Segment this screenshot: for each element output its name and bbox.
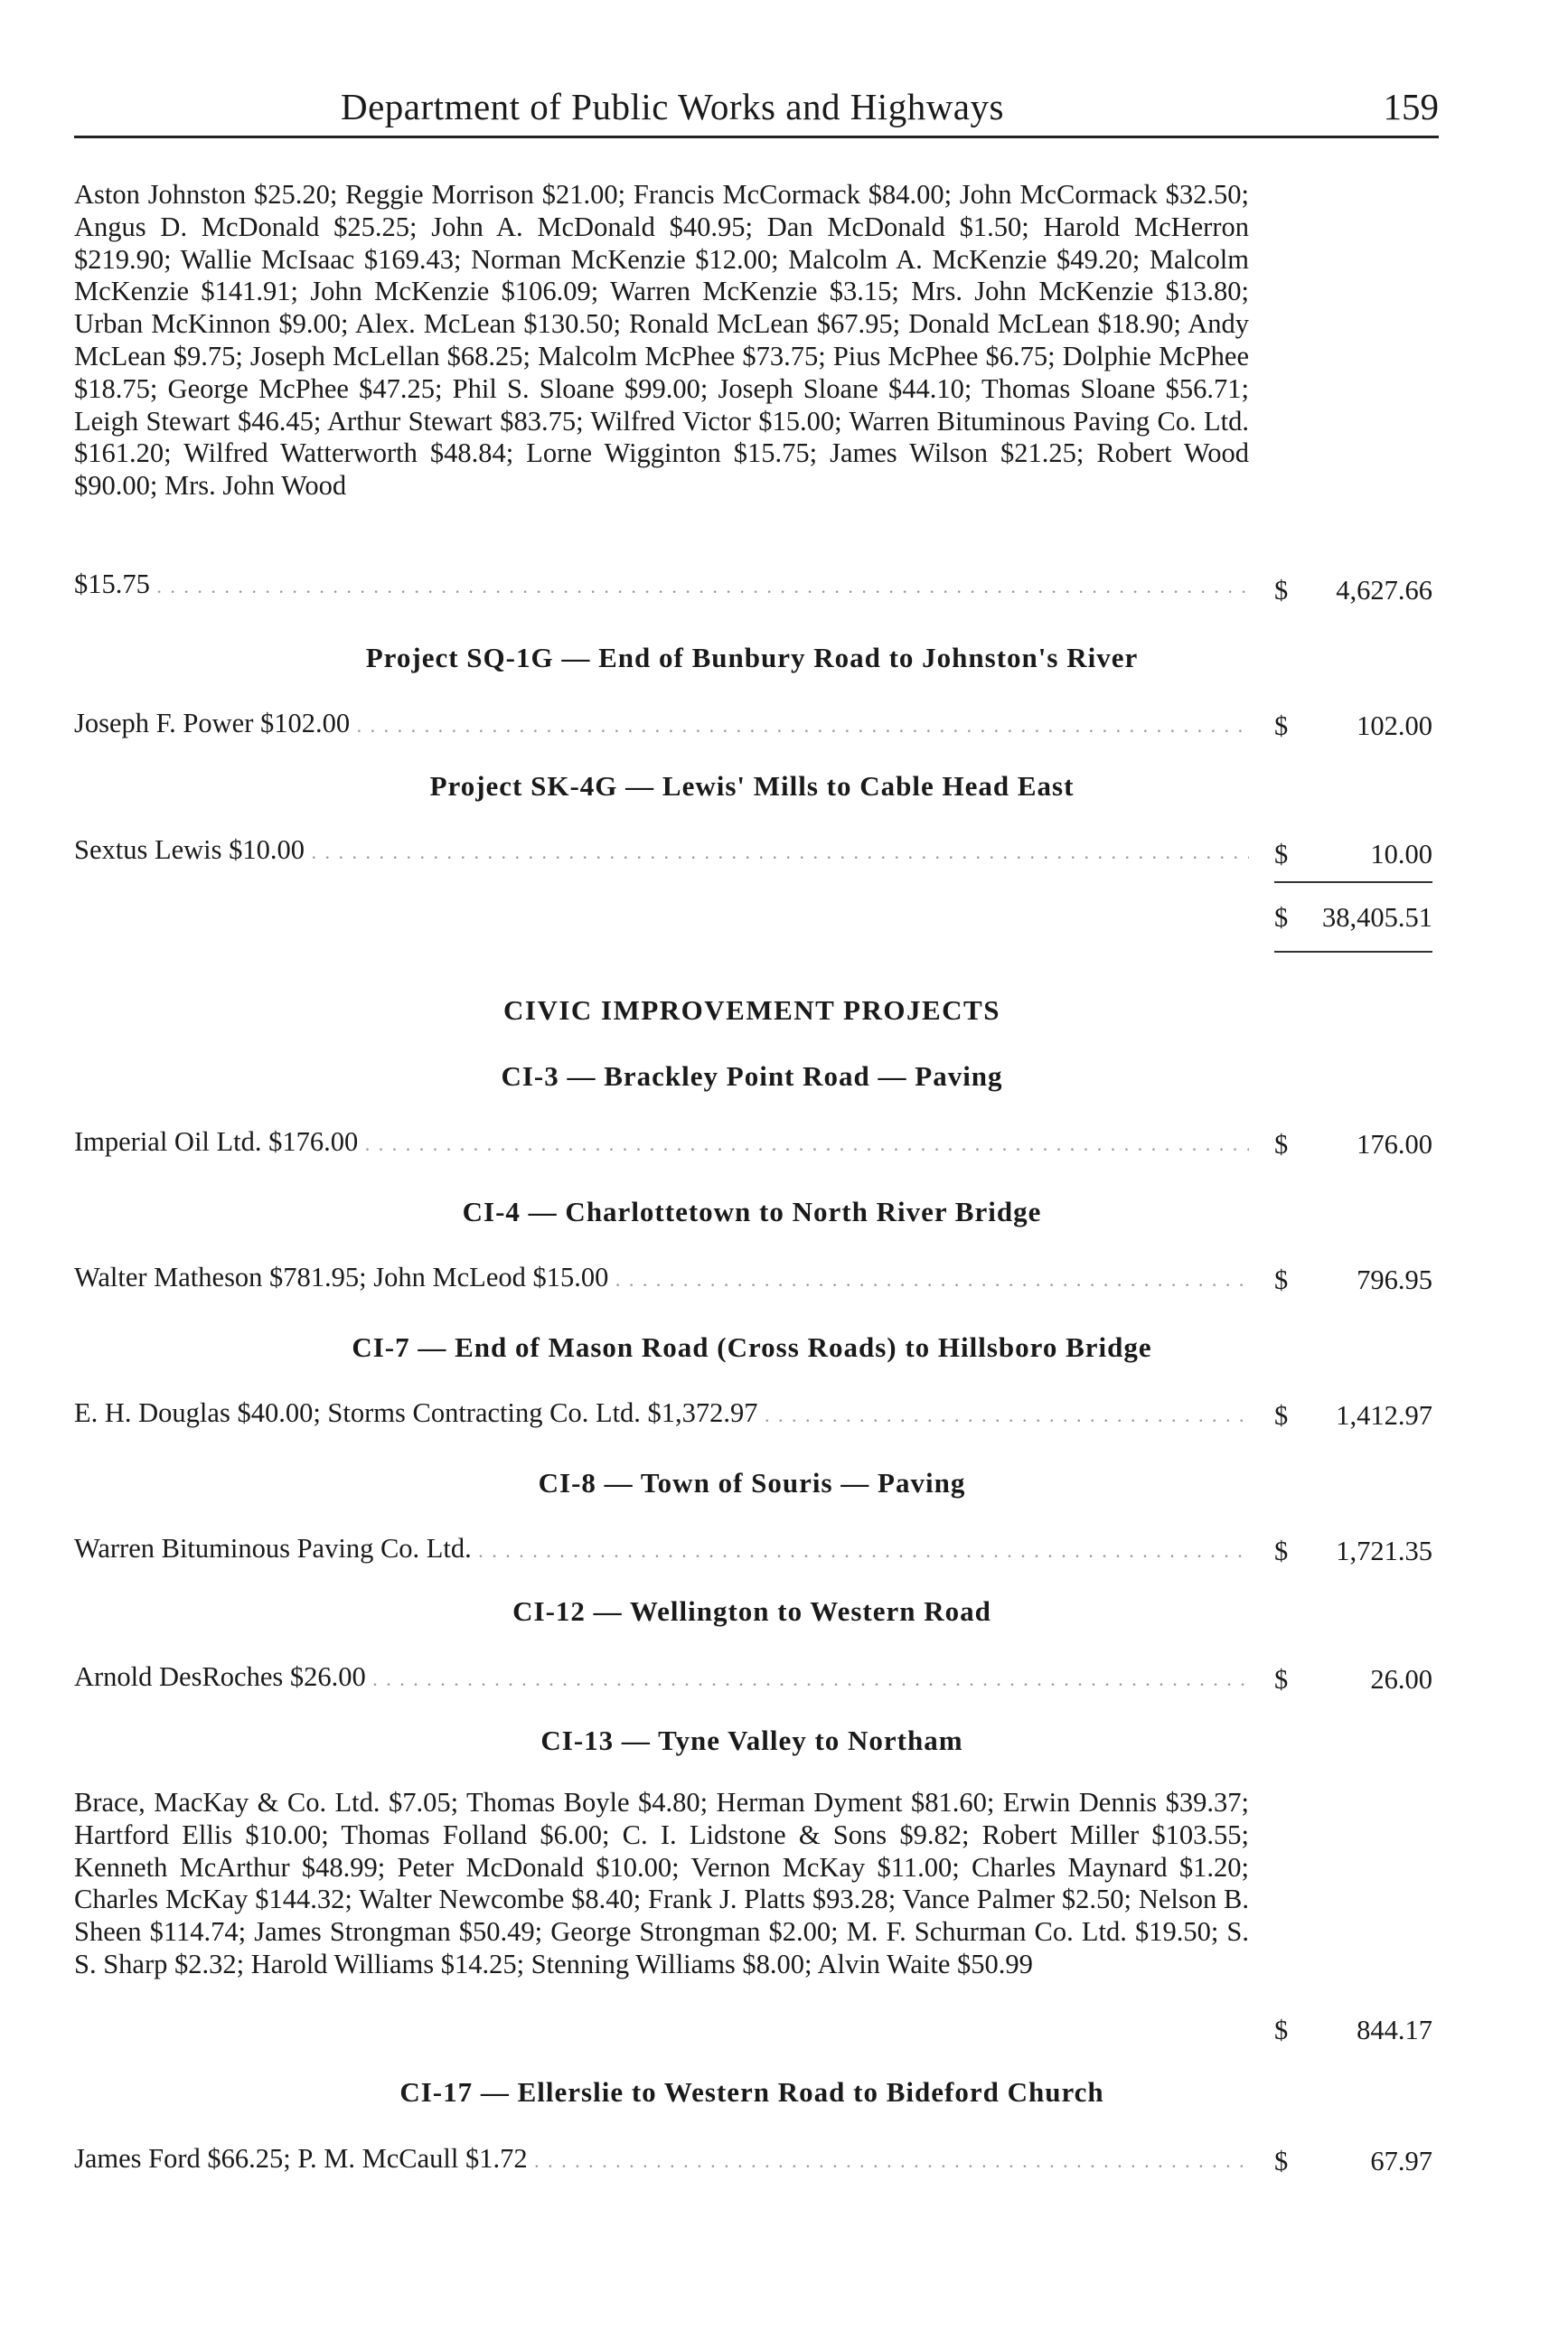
amount-value: 38,405.51 — [1322, 902, 1432, 933]
amount-value: 844.17 — [1357, 2015, 1432, 2045]
amount-value: 796.95 — [1357, 1264, 1432, 1295]
dollar-sign: $ — [1274, 1536, 1289, 1566]
dollar-sign: $ — [1274, 2146, 1289, 2176]
project-entry: Arnold DesRoches $26.00 . . . — [74, 1660, 1249, 1696]
page-header — [74, 80, 1439, 138]
continuation-paragraph: Aston Johnston $25.20; Reggie Morrison $21.00; Francis McCormack $84.00; John McCormack $32.50; Angus D. McDonald $25.25; John A. McDonald $40.95; Dan McDonald $1.50; Harold McHerron $219.90; Wallie McIsaac $169.43; Norman McKenzie $12.00; Malcolm A. McKenzie $49.20; Malcolm McKenzie $141.91; John McKenzie $106.09; Warren McKenzie $3.15; Mrs. John McKenzie $13.80; Urban McKinnon $9.00; Alex. McLean $130.50; Ronald McLean $67.95; Donald McLean $18.90; Andy McLean $9.75; Joseph McLellan $68.25; Malcolm McPhee $73.75; Pius McPhee $6.75; Dolphie McPhee $18.75; George McPhee $47.25; Phil S. Sloane $99.00; Joseph Sloane $44.10; Thomas Sloane $56.71; Leigh Stewart $46.45; Arthur Stewart $83.75; Wilfred Victor $15.00; Warren Bituminous Paving Co. Ltd. $161.20; Wilfred Watterworth $48.84; Lorne Wigginton $15.75; James Wilson $21.25; Robert Wood $90.00; Mrs. John Wood — [74, 179, 1249, 502]
project-heading: CI-4 — Charlottetown to North River Bridge — [462, 1196, 1042, 1227]
dollar-sign: $ — [1274, 710, 1289, 741]
subtotal-rule — [1274, 881, 1432, 883]
amount-value: 26.00 — [1370, 1664, 1432, 1695]
project-heading: CI-13 — Tyne Valley to Northam — [540, 1725, 963, 1756]
dollar-sign: $ — [1274, 839, 1289, 870]
civic-title: CIVIC IMPROVEMENT PROJECTS — [503, 994, 1000, 1026]
amount-value: 1,412.97 — [1336, 1400, 1432, 1431]
total-rule — [1274, 951, 1432, 953]
project-heading: CI-8 — Town of Souris — Paving — [538, 1467, 966, 1499]
dollar-sign: $ — [1274, 1264, 1289, 1295]
dollar-sign: $ — [1274, 575, 1289, 606]
amount-value: 4,627.66 — [1336, 575, 1432, 606]
project-heading: CI-12 — Wellington to Western Road — [512, 1595, 991, 1627]
amount-value: 67.97 — [1370, 2146, 1432, 2176]
project-entry: E. H. Douglas $40.00; Storms Contracting Co. Ltd. $1,372.97 . . . — [74, 1396, 1249, 1432]
project-entry: Imperial Oil Ltd. $176.00 . . . — [74, 1125, 1249, 1161]
section-heading: Project SQ-1G — End of Bunbury Road to Johnston's River — [365, 642, 1139, 673]
section-heading: Project SK-4G — Lewis' Mills to Cable Head East — [429, 770, 1075, 802]
project-entry: Walter Matheson $781.95; John McLeod $15.00 . . . — [74, 1261, 1249, 1296]
dollar-sign: $ — [1274, 902, 1289, 933]
project-entry: Warren Bituminous Paving Co. Ltd. . . . — [74, 1532, 1249, 1567]
project-heading: CI-17 — Ellerslie to Western Road to Bideford Church — [399, 2076, 1104, 2108]
amount-value: 176.00 — [1357, 1129, 1432, 1160]
amount-value: 10.00 — [1370, 839, 1432, 870]
dollar-sign: $ — [1274, 2015, 1289, 2045]
project-heading: CI-7 — End of Mason Road (Cross Roads) to Hillsboro Bridge — [352, 1331, 1152, 1363]
amount-value: 102.00 — [1357, 710, 1432, 741]
project-paragraph: Brace, MacKay & Co. Ltd. $7.05; Thomas Boyle $4.80; Herman Dyment $81.60; Erwin Dennis $39.37; Hartford Ellis $10.00; Thomas Folland $6.00; C. I. Lidstone & Sons $9.82; Robert Miller $103.55; Kenneth McArthur $48.99; Peter McDonald $10.00; Vernon McKay $11.00; Charles Maynard $1.20; Charles McKay $144.32; Walter Newcombe $8.40; Frank J. Platts $93.28; Vance Palmer $2.50; Nelson B. Sheen $114.74; James Strongman $50.49; George Strongman $2.00; M. F. Schurman Co. Ltd. $19.50; S. S. Sharp $2.32; Harold Williams $14.25; Stenning Williams $8.00; Alvin Waite $50.99 — [74, 1787, 1249, 1979]
dollar-sign: $ — [1274, 1664, 1289, 1695]
continuation-last-line: $15.75 . . . — [74, 568, 1249, 603]
amount-value: 1,721.35 — [1336, 1536, 1432, 1566]
project-entry: James Ford $66.25; P. M. McCaull $1.72 . . . — [74, 2142, 1249, 2177]
page-number: 159 — [1383, 86, 1439, 127]
header-title: Department of Public Works and Highways — [341, 86, 1004, 127]
dollar-sign: $ — [1274, 1400, 1289, 1431]
section-entry: Joseph F. Power $102.00 . . . — [74, 707, 1249, 742]
dollar-sign: $ — [1274, 1129, 1289, 1160]
project-heading: CI-3 — Brackley Point Road — Paving — [501, 1060, 1003, 1092]
section-entry: Sextus Lewis $10.00 . . . — [74, 833, 1249, 869]
